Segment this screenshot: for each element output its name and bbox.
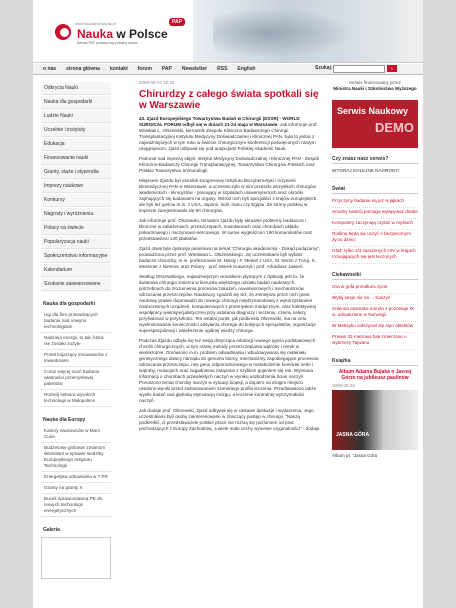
- article: [139, 80, 321, 436]
- nav-forum[interactable]: forum: [137, 66, 152, 72]
- menu-item[interactable]: Granty, staże i stypendia: [41, 166, 111, 179]
- promo-title: Serwis Naukowy: [337, 106, 409, 116]
- news-link[interactable]: Coraz więcej oceń badaniu własności przemysłowej patentów: [41, 367, 111, 390]
- menu-item[interactable]: Finansowanie nauki: [41, 152, 111, 165]
- article-lead: 43. Zjazd Europejskiego Towarzystwa Badań w Chirurgii (ESSR) - WORLD SURGICAL FORUM odbył się w dniach 21-24 maja w Warszawie.: [139, 116, 300, 127]
- site-header: [33, 0, 423, 63]
- book-cover-text: JASNA GÓRA: [336, 432, 370, 438]
- right-sidebar: [332, 80, 418, 458]
- page: [33, 0, 423, 608]
- nav-contact[interactable]: kontakt: [109, 66, 128, 72]
- menu-item[interactable]: Szukanie zaawansowane: [41, 278, 111, 291]
- article-paragraph: Jak dodaje prof. Olszewski, Zjazd odbywał się w ciekawe dyskusje i wydarzenia. Jego uczestnikami byli osoby zainteresowane w znaczący postęp w chirurgii. "Naszą podkreślić, iż przedstawiciele polskie prace nie różnią się poziomem od prac pochodzących z Europy Zachodniej, a wiele mało cechy wyniesie oryginalności" - dodaje.: [139, 408, 321, 431]
- site-url: www.naukawpolsce.pap.pl: [75, 22, 117, 26]
- top-nav: [33, 64, 423, 75]
- nav-english[interactable]: English: [237, 66, 256, 72]
- logo-icon[interactable]: [55, 24, 71, 40]
- news-link[interactable]: Wybij sesje nie na ... Kaszyć: [332, 294, 418, 305]
- news-link[interactable]: Rozwój sektora wysokich technologii w Małopolsce: [41, 390, 111, 407]
- sponsor-name[interactable]: Ministra Nauki i Szkolnictwa Wyższego: [333, 86, 417, 91]
- book-title[interactable]: Album Adama Bujaka o Jasnej Górze na jubileusz paulinów: [338, 369, 412, 381]
- news-link[interactable]: Energetyka odnawialna w 7.PR: [41, 472, 111, 483]
- article-paragraph: Jak informuje prof. Olszewski, tematem zjazdu były aktualne problemy badawcze i kliniczne w zakażeniach, przeszczepach, nowotworach oraz chorobach układu pokarmowego i naczyniowo-sercowego. W sumie wygłoszono 190 komunikatów oraz przedstawiono 140 plakatów.: [139, 218, 313, 241]
- news-link[interactable]: W Meksyku założyciel się sipo obiektów: [332, 322, 418, 333]
- book-cover-image[interactable]: [332, 390, 418, 450]
- menu-item[interactable]: Odkrycia Nauki: [41, 82, 111, 95]
- section-heading: Nauka dla gospodarki: [43, 301, 95, 307]
- news-link[interactable]: Roślinę będą się uczyć o bezpiecznym życiu dzieci: [332, 230, 418, 247]
- nav-home[interactable]: strona główna: [66, 66, 100, 72]
- menu-item[interactable]: Polacy na świecie: [41, 222, 111, 235]
- news-link[interactable]: Ugi dla firm prowadzących badania nad nowymi technologiami: [41, 310, 111, 333]
- search-label: Szukaj:: [315, 65, 333, 71]
- section-heading: Ciekawostki: [332, 272, 418, 280]
- search-button[interactable]: »: [387, 65, 397, 72]
- book-date: 2008-05-02: [332, 383, 356, 388]
- news-link[interactable]: Komputery zaczynają czytać w myślach: [332, 219, 418, 230]
- menu-item[interactable]: Nagrody i wyróżnienia: [41, 208, 111, 221]
- nav-about[interactable]: o nas: [43, 66, 57, 72]
- news-link[interactable]: Smutny nastrój pomaga wyłapywać detale: [332, 208, 418, 219]
- news-link[interactable]: Bucek sprawozdawcą PE ds. nowych technologii energetycznych: [41, 494, 111, 517]
- article-paragraph: Zjazd otworzyła dyskusja panelowa na temat "Chirurgia akademicka - Dokąd podążamy", prowadzona przez prof. Wiesława L. Olszewskiego. Jej uczestnikami byli wybitni badacze chirurdzy, m.in. profesorowie M. Hardy i F. Merkel z USA, M. Serrin z Turcji, K. Messmer z Niemiec oraz Polacy - prof. Marek Krawczyk i prof. Arkadiusz Jawień.: [139, 246, 321, 269]
- nav-rss[interactable]: RSS: [217, 66, 228, 72]
- site-tagline: Serwis PAP poświęcony polskiej nauce: [77, 41, 138, 45]
- news-link[interactable]: Kariery naukowców w Marii Curie: [41, 426, 111, 443]
- article-date: 2008-05-27 10:34: [139, 80, 175, 85]
- article-paragraph: Według Olszewskiego, najważniejszym wnioskiem płynącym z dyskusji jest to, że światowa chirurgia zmierza w kierunku większego udziału badań naukowych, potrzebnych do zrozumienia procesów zakażeń, nowotworowych i mechanizmów odrzucania przeszczepów. Naukowcy zgodzili się też, że zmniejsza przez nich grant naukowy prawie doprowadzi do nowego chirurgii międzynarodowej z wykorzystaniem nowoczesnych urządzeń, komputerowych z przemysłem medycznym, oraz kolektywnej współpracy wielospecjalistycznej przy ustalaniu diagnozy i leczeniu, czemu należy przyświecać w przyszłości. Ten ostatni punkt, jak podkreśla Olszewski, ma na celu wyeliminowanie konieczności odsyłania chorego do kolejnych specjalistów, organizacje superspecjalizacji i zwiększenie ogólnej wiedzy chirurga.: [139, 274, 316, 333]
- menu-item[interactable]: Kalendarium: [41, 264, 111, 277]
- menu-item[interactable]: Konkursy: [41, 194, 111, 207]
- sponsor-info: Serwis finansowany przez Ministra Nauki i Szkolnictwa Wyższego: [333, 80, 417, 91]
- news-link[interactable]: ONZ: tylko 1/3 zarażonych HIV w krajach rozwijających się jest leczonych: [332, 247, 418, 264]
- news-link[interactable]: Budżetowe globowe zmianom Wieloletni w sprawie siedziby Europejskiego Instytutu Technologii: [41, 443, 111, 472]
- menu-item[interactable]: Popularyzacja nauki: [41, 236, 111, 249]
- header-banner-photo: [193, 0, 423, 62]
- gallery-box[interactable]: [41, 537, 111, 579]
- section-heading: Galeria: [43, 527, 60, 533]
- article-paragraph: 43. Zjazd Europejskiego Towarzystwa Badań w Chirurgii (ESSR) - WORLD SURGICAL FORUM odbył się w dniach 21-24 maja w Warszawie. Jak informuje prof. Wiesław L. Olszewski, kierownik Zespołu Kliniczno-Badawczego Chirurgii Transplantacyjnej Instytutu Medycyny Doświadczalnej i Klinicznej PAN, była to jedna z najważniejszych w tym roku w świecie chirurgicznym konferencji poświęconych nowym osiągnięciom, zjazd odbywał się pod auspicjami Polskiej Akademii Nauk.: [139, 116, 318, 151]
- news-link[interactable]: Nadzieja energii, to tak, która nie zostało zużyte: [41, 333, 111, 350]
- site-logo-title[interactable]: Nauka w Polsce: [77, 27, 168, 41]
- menu-item[interactable]: Społeczeństwo informacyjne: [41, 250, 111, 263]
- book-caption: Album pt. "Jasna Góra: [332, 453, 378, 458]
- contest-link[interactable]: WYGRAJ KOLEJNE NAGRODY!: [332, 167, 418, 178]
- news-link[interactable]: Przyczyny badanie są już w jajkach: [332, 197, 418, 208]
- section-heading: Świat: [332, 186, 418, 194]
- nav-newsletter[interactable]: Newsletter: [181, 66, 208, 72]
- section-heading: Nauka dla Europy: [43, 417, 86, 423]
- nav-pap[interactable]: PAP: [161, 66, 172, 72]
- news-link[interactable]: Solenna asamska morela z pozostaje IX w. odnalezione w Norwegii: [332, 305, 418, 322]
- article-paragraph: Miejscem Zjazdu był ośrodek kongresowy Instytutu Biocybernetyki i Inżynierii Biomedycznej PAN w Warszawie, a uczestniczyło w nim przeszło wszystkich chirurgów akademickich - klinicystów - pracujący w szpitalach uniwersyteckich oraz ośrodki zajmujących się badaniami na organy. Wśród nich byli specjaliści z krajów europejskich, ale byli też goście m.in. z USA, Japonii, Indii, Iranu czy Egiptu. Ze strony polskiej w imprezie zarejestrowało się 90 chirurgów.: [139, 178, 318, 213]
- menu-item[interactable]: Ludzie Nauki: [41, 110, 111, 123]
- promo-demo: DEMO: [375, 120, 414, 135]
- article-title: Chirurdzy z całego świata spotkali się w Warszawie: [139, 89, 319, 111]
- article-paragraph: Podczas Zjazdu odbyła się też sesja dotycząca edukacji nowego ujęcia podstawowych chorób chirurgicznych, w tym nowej metody przeszczepiania wątroby i nerek w wielokrotnie. Omówiono m.in. problem odwadniania i wbudowywania się materiału genetycznego dawcy narządu do genomu biorcy, mechanizmy zapobiegające procesowi odrzucania przeszczepu, rolę genu odpornościowego w metabolizmie komórek nerki i wątroby, mutacjach oraz zagadnienia związane z szybkim gojeniem się ran. Wymiana informacji o chorobach przewlekłych naczyń w wyniku uszkodzenia ścian naczyń. Poruszono temat choroby naczyń w sytuacji biopsji, a dopiero na drugim miejscu ustalono wyniki przed zastosowaniem szerokiego profilu leczenia. Przedstawiono także wyniki badań nad głęboką stymulacją mózgu, a leczenie kontrolnej wytrzymałości naczyń.: [139, 338, 319, 403]
- news-link[interactable]: Prawie 32-metrowa fale zmierzone u wybrzeży Tajwanu: [332, 333, 418, 350]
- section-heading: Czy znasz nasz serwis?: [332, 156, 418, 164]
- promo-banner[interactable]: [332, 100, 418, 148]
- menu-item[interactable]: Nauka dla gospodarki: [41, 96, 111, 109]
- menu-item[interactable]: Edukacja: [41, 138, 111, 151]
- menu-item[interactable]: Uczelnie i instytuty: [41, 124, 111, 137]
- left-sidebar: [41, 82, 111, 579]
- article-paragraph: Patronat nad imprezą objęli: Instytut Medycyny Doświadczalnej i Klinicznej PAN - Zespół Kliniczno-Badawczy Chirurgii Transplantacyjnej, Towarzystwo Chirurgów Polskich oraz Polskie Towarzystwo Immunologii.: [139, 156, 319, 173]
- section-heading: Książka: [332, 358, 418, 366]
- search-input[interactable]: [333, 65, 385, 73]
- news-link[interactable]: Gra w gofa przedłuża życie: [332, 283, 418, 294]
- news-link[interactable]: Portal kojarzący innowatorów z inwestorami: [41, 350, 111, 367]
- news-link[interactable]: Granty na granty II: [41, 483, 111, 494]
- pap-badge[interactable]: PAP: [169, 18, 185, 26]
- menu-item[interactable]: Imprezy naukowe: [41, 180, 111, 193]
